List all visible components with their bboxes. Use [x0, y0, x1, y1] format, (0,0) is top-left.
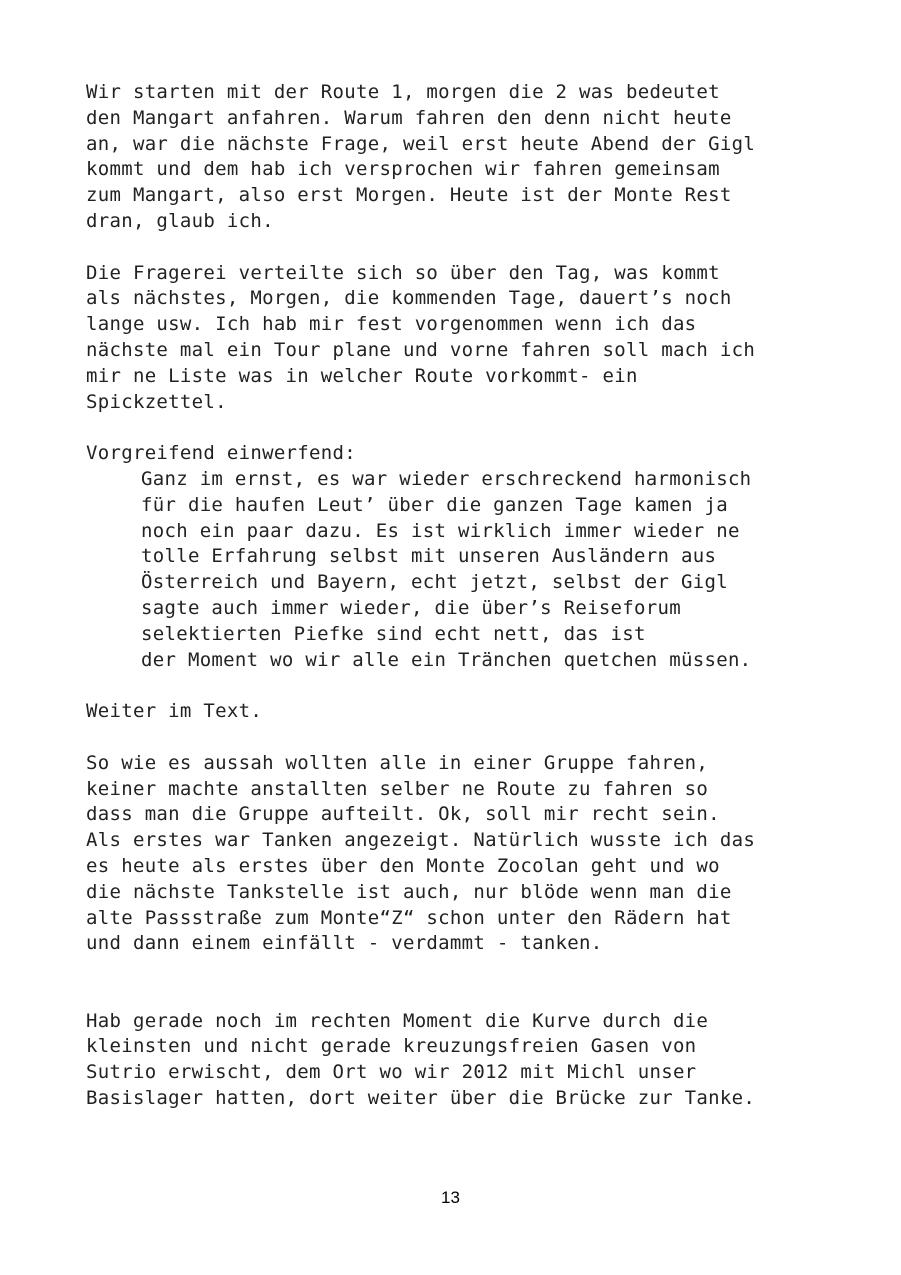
paragraph-questions: Die Fragerei verteilte sich so über den Tag, was kommt als nächstes, Morgen, die kommenden Tage, dauert’s noch lange usw. Ich hab mir fest vorgenommen wenn ich das nächste mal ein Tour plane und vorne fahren soll mach ich mir ne Liste was in welcher Route vorkommt- ein Spickzettel. [86, 261, 756, 413]
paragraph-group-ride: So wie es aussah wollten alle in einer Gruppe fahren, keiner machte anstallten selber ne Route zu fahren so dass man die Gruppe aufteilt. Ok, soll mir recht sein. Als erstes war Tanken angezeigt. Natürlich wusste ich das es heute als erstes über den Monte Zocolan geht und wo die nächste Tankstelle ist auch, nur blöde wenn man die alte Passstraße zum Monte“Z“ schon unter den Rädern hat und dann einem einfällt - verdammt - tanken. [86, 751, 756, 955]
paragraph-route-plan: Wir starten mit der Route 1, morgen die 2 was bedeutet den Mangart anfahren. Warum fahren den denn nicht heute an, war die nächste Frage, weil erst heute Abend der Gigl kommt und dem hab ich versprochen wir fahren gemeinsam zum Mangart, also erst Morgen. Heute ist der Monte Rest dran, glaub ich. [86, 81, 756, 232]
paragraph-continue: Weiter im Text. [86, 700, 263, 723]
document-body [86, 80, 826, 1138]
paragraph-aside-quote: Ganz im ernst, es war wieder erschreckend harmonisch für die haufen Leut’ über die ganzen Tage kamen ja noch ein paar dazu. Es ist wirklich immer wieder ne tolle Erfahrung selbst mit unseren Ausländern aus Österreich und Bayern, echt jetzt, selbst der Gigl sagte auch immer wieder, die über’s Reiseforum selektierten Piefke sind echt nett, das ist der Moment wo wir alle ein Tränchen quetchen müssen. [141, 467, 752, 671]
page-number: 13 [441, 1188, 460, 1207]
paragraph-sutrio: Hab gerade noch im rechten Moment die Kurve durch die kleinsten und nicht gerade kreuzungsfreien Gasen von Sutrio erwischt, dem Ort wo wir 2012 mit Michl unser Basislager hatten, dort weiter über die Brücke zur Tanke. [86, 1009, 756, 1110]
paragraph-aside-lead: Vorgreifend einwerfend: [86, 442, 356, 465]
paragraph-spacer [86, 983, 826, 1009]
